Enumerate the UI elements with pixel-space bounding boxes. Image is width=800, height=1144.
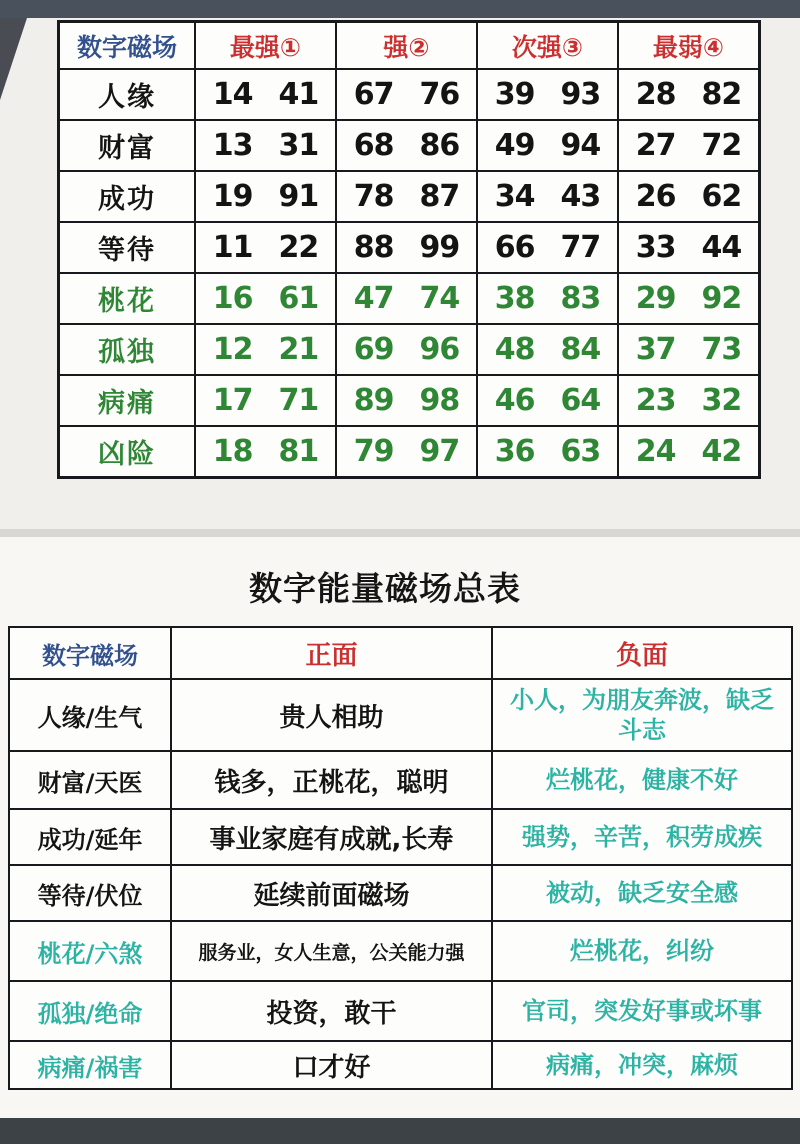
number-value: 24 [635,434,676,469]
strength-header-cell: 次强③ [476,23,617,68]
number-value: 86 [419,128,460,163]
section-title: 数字能量磁场总表 [249,569,521,608]
strength-row-label: 病痛 [60,376,194,425]
strength-table-row [60,425,758,476]
number-value: 88 [353,230,394,265]
negative-cell: 病痛，冲突，麻烦 [491,1042,791,1088]
number-value: 93 [560,77,601,112]
summary-table [8,626,793,1090]
number-value: 13 [212,128,253,163]
section-divider [0,529,800,537]
number-value: 43 [560,179,601,214]
bottom-dark-bar [0,1118,800,1144]
positive-cell: 服务业，女人生意，公关能力强 [170,922,491,980]
number-value: 87 [419,179,460,214]
strength-row-label: 人缘 [60,70,194,119]
number-value: 38 [494,281,535,316]
number-value: 22 [278,230,319,265]
number-pair-cell [476,376,617,425]
summary-row-label: 病痛/祸害 [10,1042,170,1088]
number-value: 72 [701,128,742,163]
negative-cell: 烂桃花，健康不好 [491,752,791,808]
number-value: 78 [353,179,394,214]
positive-cell: 事业家庭有成就,长寿 [170,810,491,864]
number-pair-cell [476,223,617,272]
number-value: 97 [419,434,460,469]
number-value: 79 [353,434,394,469]
summary-row-label: 人缘/生气 [10,680,170,750]
number-value: 21 [278,332,319,367]
number-value: 27 [635,128,676,163]
number-pair-cell [617,223,758,272]
number-value: 74 [419,281,460,316]
number-value: 26 [635,179,676,214]
summary-table-row [10,750,791,808]
strength-row-label: 孤独 [60,325,194,374]
number-value: 69 [353,332,394,367]
strength-table-row [60,170,758,221]
number-value: 84 [560,332,601,367]
top-dark-bar [0,0,800,18]
negative-cell: 被动，缺乏安全感 [491,866,791,920]
number-pair-cell [335,427,476,476]
strength-table-row [60,221,758,272]
number-value: 62 [701,179,742,214]
number-pair-cell [617,376,758,425]
number-value: 68 [353,128,394,163]
number-value: 76 [419,77,460,112]
strength-table-row [60,119,758,170]
summary-header-cell: 正面 [170,628,491,678]
number-value: 49 [494,128,535,163]
positive-cell: 投资，敢干 [170,982,491,1040]
number-value: 17 [212,383,253,418]
strength-row-label: 等待 [60,223,194,272]
strength-row-label: 凶险 [60,427,194,476]
number-value: 44 [701,230,742,265]
number-pair-cell [476,70,617,119]
number-pair-cell [194,274,335,323]
number-value: 89 [353,383,394,418]
summary-row-label: 等待/伏位 [10,866,170,920]
number-value: 47 [353,281,394,316]
number-value: 91 [278,179,319,214]
number-value: 42 [701,434,742,469]
number-value: 19 [212,179,253,214]
number-value: 18 [212,434,253,469]
summary-table-row [10,980,791,1040]
number-value: 39 [494,77,535,112]
number-value: 99 [419,230,460,265]
negative-cell: 官司，突发好事或坏事 [491,982,791,1040]
number-value: 63 [560,434,601,469]
summary-table-row [10,864,791,920]
number-value: 33 [635,230,676,265]
strength-table-row [60,374,758,425]
page-corner-shadow [0,18,27,100]
summary-header-cell: 负面 [491,628,791,678]
strength-header-cell: 数字磁场 [60,23,194,68]
number-value: 14 [212,77,253,112]
strength-table-header-row [60,23,758,68]
positive-cell: 口才好 [170,1042,491,1088]
summary-table-row [10,678,791,750]
number-value: 82 [701,77,742,112]
number-pair-cell [194,70,335,119]
number-pair-cell [476,274,617,323]
number-value: 92 [701,281,742,316]
summary-table-row [10,1040,791,1088]
number-pair-cell [194,376,335,425]
number-pair-cell [335,172,476,221]
strength-row-label: 财富 [60,121,194,170]
summary-table-row [10,808,791,864]
number-value: 12 [212,332,253,367]
summary-row-label: 成功/延年 [10,810,170,864]
number-value: 34 [494,179,535,214]
number-pair-cell [335,70,476,119]
number-value: 71 [278,383,319,418]
number-value: 98 [419,383,460,418]
number-value: 67 [353,77,394,112]
strength-header-cell: 强② [335,23,476,68]
number-value: 48 [494,332,535,367]
strength-row-label: 成功 [60,172,194,221]
number-value: 83 [560,281,601,316]
number-value: 77 [560,230,601,265]
summary-table-row [10,920,791,980]
number-value: 61 [278,281,319,316]
number-pair-cell [617,325,758,374]
number-value: 66 [494,230,535,265]
strength-header-cell: 最弱④ [617,23,758,68]
number-pair-cell [476,172,617,221]
number-value: 73 [701,332,742,367]
negative-cell: 小人，为朋友奔波，缺乏斗志 [491,680,791,750]
number-value: 81 [278,434,319,469]
number-value: 28 [635,77,676,112]
number-pair-cell [617,172,758,221]
number-value: 32 [701,383,742,418]
strength-table-row [60,272,758,323]
summary-header-cell: 数字磁场 [10,628,170,678]
summary-table-header-row [10,628,791,678]
number-value: 94 [560,128,601,163]
strength-row-label: 桃花 [60,274,194,323]
number-value: 46 [494,383,535,418]
number-value: 29 [635,281,676,316]
negative-cell: 强势，辛苦，积劳成疾 [491,810,791,864]
number-pair-cell [617,121,758,170]
number-value: 37 [635,332,676,367]
strength-table [57,20,761,479]
number-pair-cell [617,274,758,323]
number-pair-cell [335,376,476,425]
number-value: 23 [635,383,676,418]
positive-cell: 贵人相助 [170,680,491,750]
number-value: 41 [278,77,319,112]
summary-row-label: 桃花/六煞 [10,922,170,980]
number-pair-cell [335,274,476,323]
number-value: 31 [278,128,319,163]
number-pair-cell [476,121,617,170]
positive-cell: 延续前面磁场 [170,866,491,920]
number-pair-cell [476,427,617,476]
number-pair-cell [194,325,335,374]
number-value: 96 [419,332,460,367]
number-pair-cell [617,70,758,119]
summary-row-label: 财富/天医 [10,752,170,808]
strength-table-row [60,68,758,119]
summary-row-label: 孤独/绝命 [10,982,170,1040]
positive-cell: 钱多，正桃花，聪明 [170,752,491,808]
strength-table-row [60,323,758,374]
number-pair-cell [194,121,335,170]
number-pair-cell [194,427,335,476]
number-pair-cell [194,223,335,272]
number-value: 36 [494,434,535,469]
number-value: 16 [212,281,253,316]
number-pair-cell [335,223,476,272]
number-pair-cell [476,325,617,374]
number-pair-cell [194,172,335,221]
number-pair-cell [335,121,476,170]
number-pair-cell [335,325,476,374]
strength-header-cell: 最强① [194,23,335,68]
number-pair-cell [617,427,758,476]
number-value: 64 [560,383,601,418]
number-value: 11 [212,230,253,265]
negative-cell: 烂桃花，纠纷 [491,922,791,980]
